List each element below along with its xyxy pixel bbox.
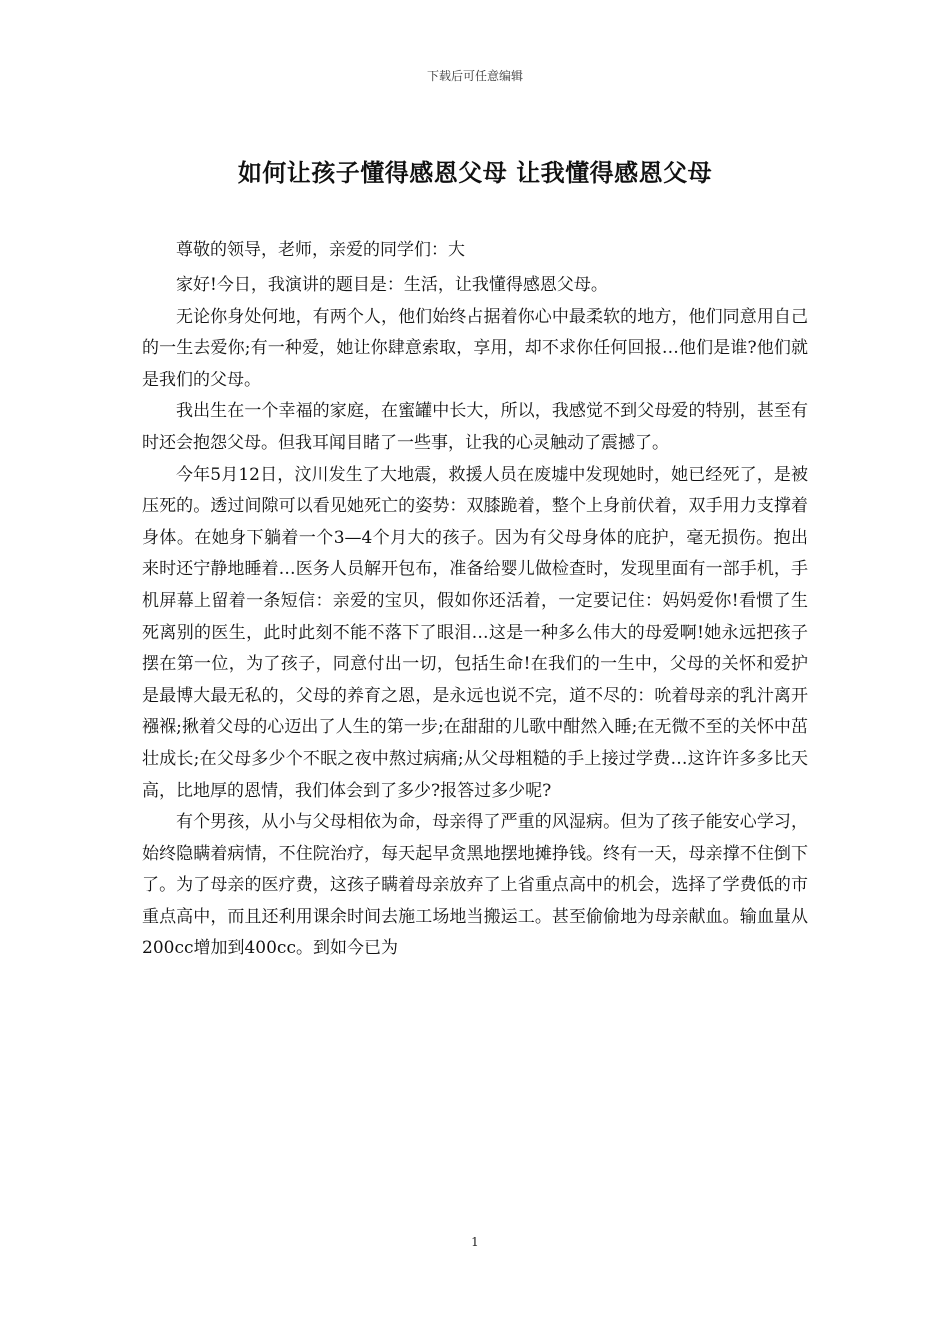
document-body <box>142 236 808 965</box>
page-number: 1 <box>471 1235 479 1249</box>
paragraph-parents-intro: 无论你身处何地，有两个人，他们始终占据着你心中最柔软的地方，他们同意用自己的一生去爱你;有一种爱，她让你肆意索取，享用，却不求你任何回报…他们是谁?他们就是我们的父母。 <box>142 306 808 390</box>
header-note: 下载后可任意编辑 <box>426 69 523 83</box>
paragraph-earthquake-story: 今年5月12日，汶川发生了大地震，救援人员在废墟中发现她时，她已经死了，是被压死的。透过间隙可以看见她死亡的姿势：双膝跪着，整个上身前伏着，双手用力支撑着身体。在她身下躺着一个3—4个月大的孩子。因为有父母身体的庇护，毫无损伤。抱出来时还宁静地睡着…医务人员解开包布，准备给婴儿做检查时，发现里面有一部手机，手机屏幕上留着一条短信：亲爱的宝贝，假如你还活着，一定要记住：妈妈爱你!看惯了生死离别的医生，此时此刻不能不落下了眼泪…这是一种多么伟大的母爱啊!她永远把孩子摆在第一位，为了孩子，同意付出一切，包括生命!在我们的一生中，父母的关怀和爱护是最博大最无私的，父母的养育之恩，是永远也说不完，道不尽的：吮着母亲的乳汁离开襁褓;揪着父母的心迈出了人生的第一步;在甜甜的儿歌中酣然入睡;在无微不至的关怀中茁壮成长;在父母多少个不眠之夜中熬过病痛;从父母粗糙的手上接过学费…这许许多多比天高，比地厚的恩情，我们体会到了多少?报答过多少呢? <box>142 464 808 801</box>
paragraph-personal-experience: 我出生在一个幸福的家庭，在蜜罐中长大，所以，我感觉不到父母爱的特别，甚至有时还会抱怨父母。但我耳闻目睹了一些事，让我的心灵触动了震撼了。 <box>142 401 808 453</box>
paragraph-boy-story: 有个男孩，从小与父母相依为命，母亲得了严重的风湿病。但为了孩子能安心学习，始终隐瞒着病情，不住院治疗，每天起早贪黑地摆地摊挣钱。终有一天，母亲撑不住倒下了。为了母亲的医疗费，这孩子瞒着母亲放弃了上省重点高中的机会，选择了学费低的市重点高中，而且还利用课余时间去施工场地当搬运工。甚至偷偷地为母亲献血。输血量从200cc增加到400cc。到如今已为 <box>142 812 808 959</box>
document-title: 如何让孩子懂得感恩父母 让我懂得感恩父母 <box>237 158 713 187</box>
paragraph-salutation: 尊敬的领导，老师，亲爱的同学们：大 <box>176 240 465 260</box>
paragraph-greeting: 家好!今日，我演讲的题目是：生活，让我懂得感恩父母。 <box>176 275 608 295</box>
